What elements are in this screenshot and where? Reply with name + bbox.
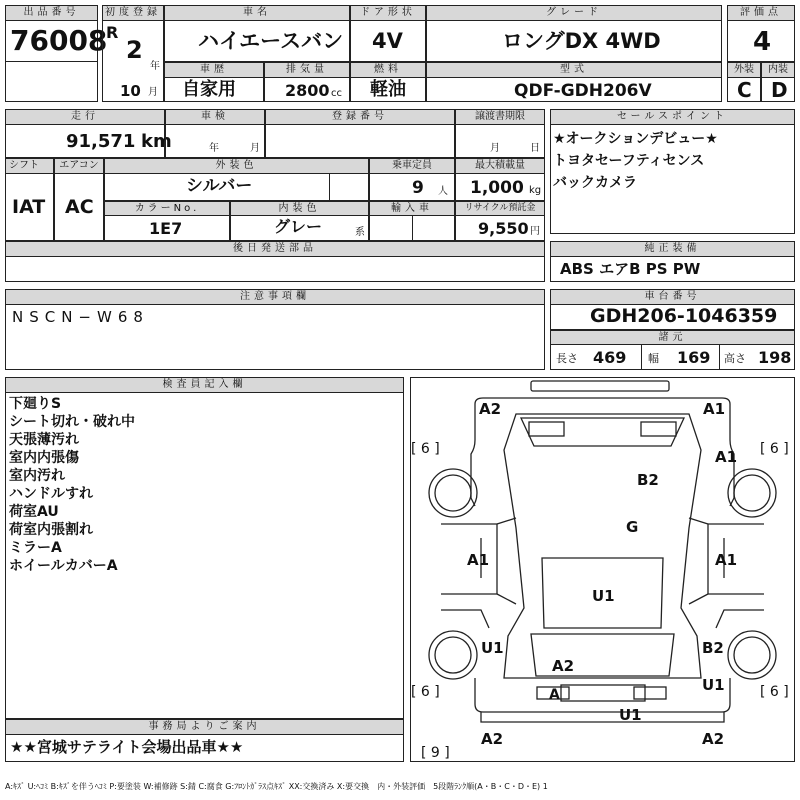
- import-header: 輸入車: [369, 201, 455, 216]
- aircon: AC: [65, 196, 94, 218]
- lot-no-header: 出品番号: [5, 5, 98, 21]
- car-diagram-svg: [411, 378, 794, 761]
- mileage-unit: km: [141, 131, 172, 152]
- score: 4: [753, 27, 772, 57]
- int-color-header: 内装色: [230, 201, 369, 216]
- int-color: グレー: [274, 217, 323, 236]
- shift-header: シフト: [5, 158, 54, 174]
- insp-year-unit: 年: [209, 143, 219, 154]
- capacity-header: 乗車定員: [369, 158, 455, 174]
- damage-mark-a1-right-door: A1: [715, 551, 738, 569]
- model-code-header: 型式: [426, 62, 722, 78]
- displacement: 2800: [285, 81, 330, 100]
- capacity-unit: 人: [438, 186, 448, 197]
- reg-no-box: [265, 124, 455, 158]
- office-header: 事務局よりご案内: [5, 719, 404, 735]
- sales-point-item: ★オークションデビュー★: [553, 131, 718, 147]
- office-message: ★★宮城サテライト会場出品車★★: [10, 738, 244, 756]
- transfer-header: 譲渡書期限: [455, 109, 545, 125]
- grade: ロングDX 4WD: [502, 29, 661, 53]
- insp-month-unit: 月: [250, 143, 260, 154]
- sales-point-item: トヨタセーフティセンス: [553, 153, 705, 169]
- damage-mark-u1-right-rear: U1: [702, 676, 725, 694]
- transfer-month-unit: 月: [490, 143, 500, 154]
- history: 自家用: [182, 79, 236, 100]
- tire-front-right: [ 6 ]: [760, 441, 789, 457]
- max-load: 1,000: [470, 178, 524, 198]
- height-label: 高さ: [724, 352, 746, 365]
- mileage-header: 走行: [5, 109, 165, 125]
- displacement-header: 排気量: [264, 62, 350, 78]
- remark-item: 室内汚れ: [9, 468, 65, 484]
- notes: NSCN−W68: [12, 308, 149, 326]
- legend: A:ｷｽﾞ U:ﾍｺﾐ B:ｷｽﾞを伴うﾍｺﾐ P:要塗装 W:補修跡 S:錆 C:腐食 G:ﾌﾛﾝﾄｶﾞﾗｽ点ｷｽﾞ XX:交換済み X:要交換 内・外装評価 5段階ﾗﾝｸ順(A・B・C・D・E) 1: [5, 782, 548, 791]
- recycle-unit: 円: [530, 226, 540, 237]
- model-code: QDF-GDH206V: [514, 81, 652, 101]
- inspector-header: 検査員記入欄: [5, 377, 404, 393]
- fuel: 軽油: [370, 79, 406, 100]
- later-parts-header: 後日発送部品: [5, 241, 545, 257]
- damage-mark-a1-front-right: A1: [703, 400, 726, 418]
- tire-depth-fl: 6: [420, 441, 430, 457]
- remark-item: 下廻りS: [9, 396, 62, 412]
- door-header: ドア形状: [350, 5, 426, 21]
- damage-mark-u1-left-rear: U1: [481, 639, 504, 657]
- damage-mark-a2-back-right: A2: [702, 730, 725, 748]
- history-header: 車歴: [164, 62, 264, 78]
- height: 198: [758, 348, 792, 367]
- remark-item: シート切れ・破れ中: [9, 414, 135, 430]
- year-unit: 年: [150, 61, 160, 72]
- door-type: 4V: [372, 29, 403, 53]
- remark-item: 荷室AU: [9, 504, 59, 520]
- tire-depth-rr: 6: [769, 684, 779, 700]
- ext-score-header: 外装: [727, 62, 761, 78]
- displacement-unit: cc: [331, 88, 342, 99]
- notes-header: 注意事項欄: [5, 289, 545, 305]
- int-score-header: 内装: [761, 62, 795, 78]
- aircon-header: エアコン: [54, 158, 104, 174]
- remark-item: ハンドルすれ: [9, 486, 93, 502]
- mileage: 91,571: [66, 131, 136, 152]
- damage-mark-a1-right-fender: A1: [715, 448, 738, 466]
- int-score: D: [771, 78, 788, 102]
- later-parts-box: [5, 256, 545, 282]
- reg-year: 2: [126, 36, 143, 64]
- car-name-header: 車名: [164, 5, 350, 21]
- tire-rear-right: [ 6 ]: [760, 684, 789, 700]
- damage-mark-u1-bumper: U1: [619, 706, 642, 724]
- remark-item: 天張薄汚れ: [9, 432, 79, 448]
- sales-points-header: セールスポイント: [550, 109, 795, 125]
- ext-color-header: 外装色: [104, 158, 369, 174]
- chassis-no-header: 車台番号: [550, 289, 795, 305]
- inspection-header: 車検: [165, 109, 265, 125]
- lot-no: 76008: [10, 24, 108, 57]
- score-header: 評価点: [727, 5, 795, 21]
- chassis-no: GDH206-1046359: [590, 305, 778, 327]
- ext-score: C: [737, 78, 752, 102]
- color-no-header: カラーNo.: [104, 201, 230, 216]
- damage-mark-a1-left-door: A1: [467, 551, 490, 569]
- damage-mark-b2-right-rear: B2: [702, 639, 724, 657]
- car-diagram: [410, 377, 795, 762]
- width-label: 幅: [648, 352, 659, 365]
- int-color-suffix: 系: [355, 227, 365, 238]
- genuine-equip-header: 純正装備: [550, 241, 795, 257]
- fuel-header: 燃料: [350, 62, 426, 78]
- recycle-header: リサイクル預託金: [455, 201, 545, 216]
- width: 169: [677, 348, 711, 367]
- color-no: 1E7: [149, 219, 183, 238]
- sales-points-box: [550, 124, 795, 234]
- transfer-day-unit: 日: [530, 143, 540, 154]
- remark-item: 室内内張傷: [9, 450, 79, 466]
- damage-mark-a-bumper: A: [549, 687, 560, 703]
- damage-mark-u1-roof: U1: [592, 587, 615, 605]
- sales-point-item: バックカメラ: [553, 175, 637, 191]
- reg-no-header: 登録番号: [265, 109, 455, 125]
- car-name: ハイエースバン: [198, 29, 344, 53]
- capacity: 9: [412, 178, 424, 198]
- genuine-equip: ABS エアB PS PW: [560, 260, 701, 278]
- damage-mark-a2-back-left: A2: [481, 730, 504, 748]
- inspector-remarks-box: [5, 392, 404, 719]
- damage-mark-a2-front-left: A2: [479, 400, 502, 418]
- max-load-header: 最大積載量: [455, 158, 545, 174]
- month-unit: 月: [148, 87, 158, 98]
- damage-mark-g-glass: G: [626, 518, 639, 536]
- tire-depth-spare: 9: [430, 745, 440, 761]
- max-load-unit: kg: [529, 185, 542, 196]
- first-reg-header: 初度登録: [102, 5, 164, 21]
- tire-rear-left: [ 6 ]: [411, 684, 440, 700]
- specs-header: 諸元: [550, 330, 795, 345]
- tire-front-left: [ 6 ]: [411, 441, 440, 457]
- reg-month: 10: [120, 82, 141, 100]
- damage-mark-b2-hood: B2: [637, 471, 659, 489]
- remark-item: ミラーA: [9, 540, 62, 556]
- shift: IAT: [12, 196, 46, 218]
- length: 469: [593, 348, 627, 367]
- grade-header: グレード: [426, 5, 722, 21]
- tire-depth-rl: 6: [420, 684, 430, 700]
- length-label: 長さ: [556, 352, 578, 365]
- tire-spare: [ 9 ]: [421, 745, 450, 761]
- damage-mark-a2-back-door: A2: [552, 657, 575, 675]
- ext-color: シルバー: [186, 176, 253, 196]
- recycle: 9,550: [478, 219, 529, 238]
- tire-depth-fr: 6: [769, 441, 779, 457]
- era: R: [106, 23, 119, 42]
- remark-item: 荷室内張割れ: [9, 522, 93, 538]
- remark-item: ホイールカバーA: [9, 558, 118, 574]
